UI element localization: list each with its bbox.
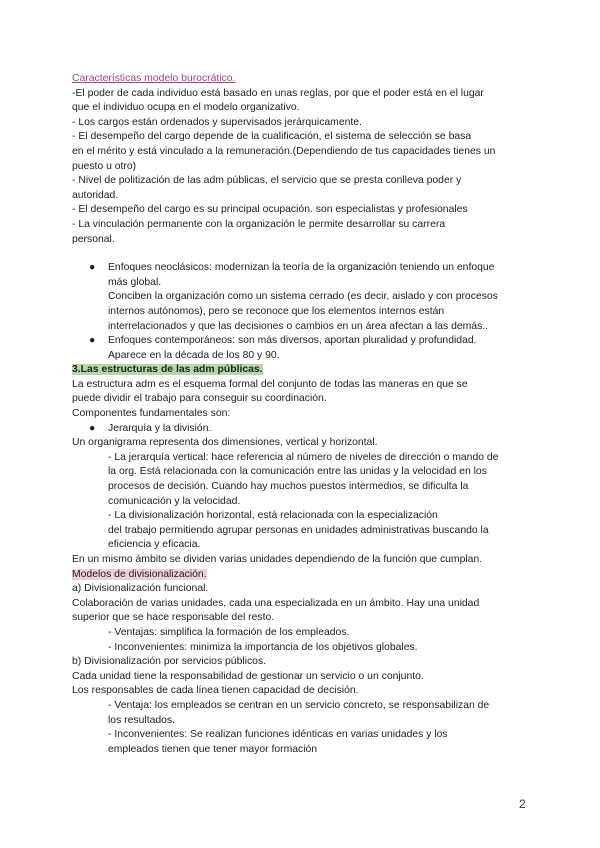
bullet-icon: ●: [89, 335, 96, 347]
text-line: procesos de decisión. Cuando hay muchos puestos intermedios, se dificulta la: [108, 481, 469, 493]
text-line: - La jerarquía vertical: hace referencia al número de niveles de dirección o mando de: [108, 451, 499, 463]
text-line: - El desempeño del cargo depende de la cualificación, el sistema de selección se basa: [72, 131, 472, 143]
text-line: - Los cargos están ordenados y supervisados jerárquicamente.: [72, 116, 362, 128]
bullet-icon: ●: [89, 422, 96, 434]
page-number: 2: [519, 797, 526, 811]
text-line: que el individuo ocupa en el modelo organizativo.: [72, 102, 300, 114]
bullet-item: ● Enfoques contemporáneos: son más diversos, aportan pluralidad y profundidad.: [72, 334, 542, 349]
bullet-list-enfoques: [72, 261, 542, 363]
text-line: comunicación y la velocidad.: [108, 495, 241, 507]
text-line: - El desempeño del cargo es su principal ocupación. son especialistas y profesionales: [72, 204, 468, 216]
bullet-item: ● Enfoques neoclásicos: modernizan la teoría de la organización teniendo un enfoque: [72, 261, 542, 276]
text-line: superior que se hace responsable del resto.: [72, 612, 275, 624]
text-line: del trabajo permitiendo agrupar personas en unidades administrativas buscando la: [108, 524, 489, 536]
text-line: puede dividir el trabajo para conseguir su coordinación.: [72, 393, 327, 405]
bullet-item: ● Jerarquía y la división.: [72, 422, 542, 437]
text-line: - Ventajas: simplifica la formación de los empleados.: [108, 626, 350, 638]
text-line: La estructura adm es el esquema formal del conjunto de todas las maneras en que se: [72, 378, 468, 390]
text-line: - La divisionalización horizontal, está relacionada con la especialización: [108, 510, 438, 522]
text-line: autoridad.: [72, 189, 119, 201]
text-line: Un organigrama representa dos dimensiones, vertical y horizontal.: [72, 437, 378, 449]
text-line: puesto u otro): [72, 160, 137, 172]
text-line: - Inconvenientes: minimiza la importancia de los objetivos globales.: [108, 641, 418, 653]
text-line: Componentes fundamentales son:: [72, 408, 231, 420]
text-line: Aparece en la década de los 80 y 90.: [108, 349, 280, 361]
text-line: - Nivel de politización de las adm públicas, el servicio que se presta conlleva poder y: [72, 175, 462, 187]
text-line: internos autónomos), pero se reconoce que los elementos internos están: [108, 305, 445, 317]
text-line: los resultados.: [108, 714, 175, 726]
text-line: eficiencia y eficacia.: [108, 539, 201, 551]
text-line: Colaboración de varias unidades, cada una especializada en un ámbito. Hay una unidad: [72, 597, 480, 609]
text-line: -El poder de cada individuo está basado en unas reglas, por que el poder está en el lugar: [72, 87, 484, 99]
text-line: a) Divisionalización funcional.: [72, 583, 209, 595]
text-line: b) Divisionalización por servicios públicos.: [72, 656, 267, 668]
text-line: - La vinculación permanente con la organización le permite desarrollar su carrera: [72, 218, 446, 230]
text-line: Cada unidad tiene la responsabilidad de gestionar un servicio o un conjunto.: [72, 670, 424, 682]
text-line: En un mismo ámbito se dividen varias unidades dependiendo de la función que cumplan.: [72, 554, 483, 565]
bullet-icon: ●: [89, 262, 96, 274]
text-line: más global.: [108, 276, 162, 288]
text-line: personal.: [72, 233, 115, 245]
section-heading-estructuras: 3.Las estructuras de las adm públicas.: [72, 364, 263, 376]
text-line: en el mérito y está vinculado a la remuneración.(Dependiendo de tus capacidades tienes un: [72, 145, 496, 157]
section-heading-burocratico: Características modelo burocrático.: [72, 73, 236, 84]
text-line: - Inconvenientes: Se realizan funciones idénticas en varias unidades y los: [108, 729, 448, 741]
text-line: Conciben la organización como un sistema cerrado (es decir, aislado y con procesos: [108, 291, 498, 303]
section-heading-modelos: Modelos de divisionalización.: [72, 568, 207, 580]
text-line: - Ventaja: los empleados se centran en un servicio concreto, se responsabilizan de: [108, 699, 490, 711]
text-line: Los responsables de cada línea tienen capacidad de decisión.: [72, 685, 359, 697]
text-line: la org. Está relacionada con la comunicación entre las unidas y la velocidad en los: [108, 466, 487, 478]
text-line: interrelacionados y que las decisiones o cambios en un área afectan a las demás..: [108, 320, 489, 332]
document-body: [72, 72, 542, 757]
text-line: empleados tienen que tener mayor formación: [108, 743, 318, 755]
